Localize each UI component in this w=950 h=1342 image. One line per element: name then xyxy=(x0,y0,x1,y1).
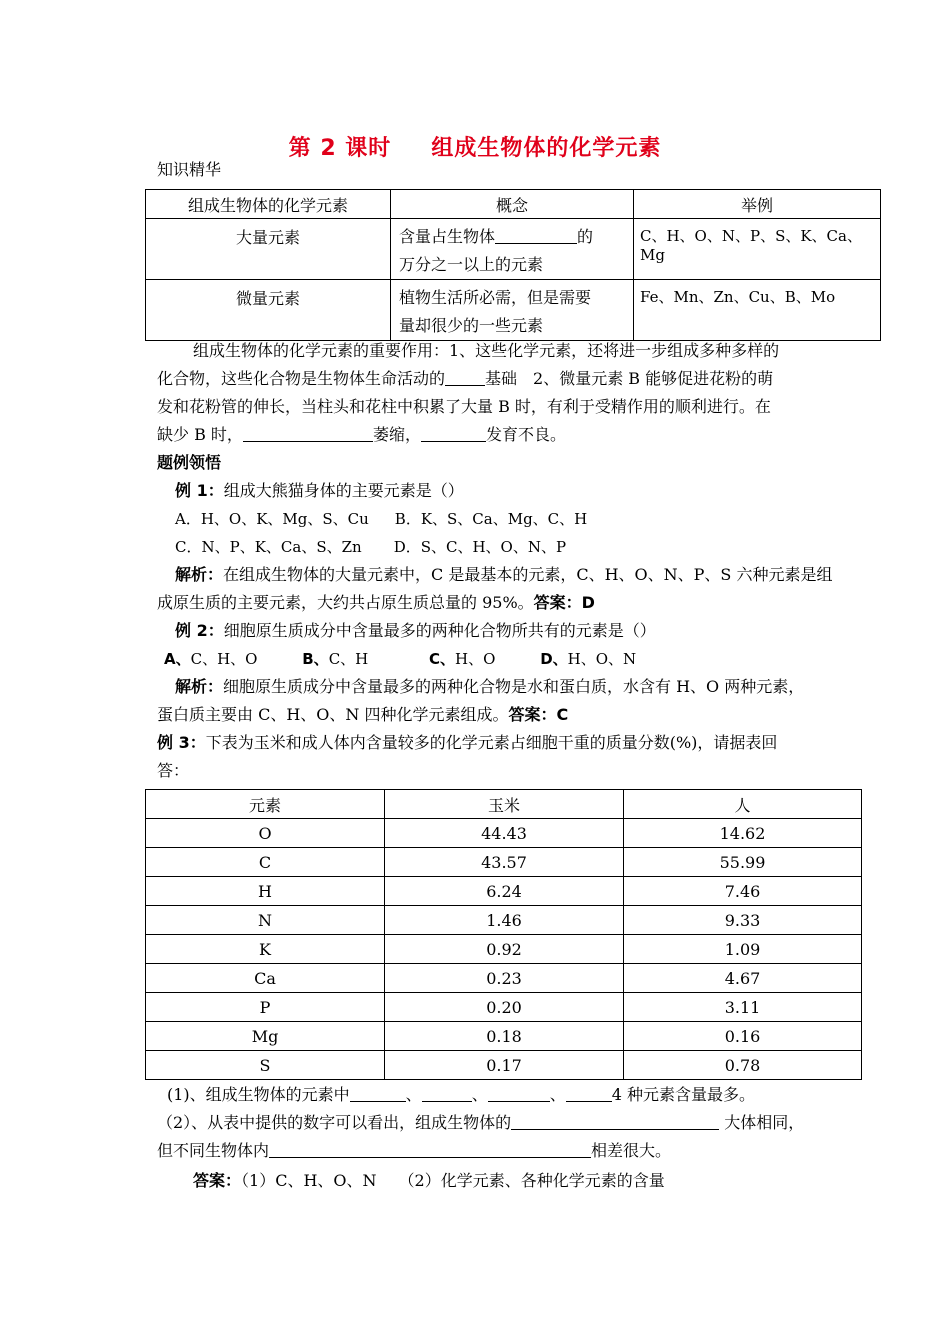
question-1: (1)、组成生物体的元素中 、 、 、 4 种元素含量最多。 xyxy=(167,1085,755,1104)
table-row xyxy=(146,848,862,877)
table-row xyxy=(146,906,862,935)
table-row xyxy=(146,1051,862,1080)
table-cell: C、H、O、N、P、S、K、Ca、Mg xyxy=(634,219,881,280)
example-2-options: A、C、H、O B、C、H C、H、O D、H、O、N xyxy=(164,650,637,668)
table-header-cell: 人 xyxy=(624,790,862,819)
table-cell: 大量元素 xyxy=(146,219,391,280)
example-1-analysis: 解析：在组成生物体的大量元素中，C 是最基本的元素，C、H、O、N、P、S 六种元素是组 xyxy=(175,565,833,584)
fill-blank xyxy=(422,1085,472,1102)
paragraph-line: 化合物，这些化合物是生物体生命活动的 基础 2、微量元素 B 能够促进花粉的萌 xyxy=(157,369,774,388)
table-cell: 0.92 xyxy=(385,935,624,964)
paragraph-line: 发和花粉管的伸长，当柱头和花柱中积累了大量 B 时，有利于受精作用的顺利进行。在 xyxy=(157,397,771,416)
question-2: （2）、从表中提供的数字可以看出，组成生物体的 大体相同， xyxy=(157,1113,805,1132)
table-header-cell: 玉米 xyxy=(385,790,624,819)
table-cell: 6.24 xyxy=(385,877,624,906)
table-cell: C xyxy=(146,848,385,877)
table-header-row xyxy=(146,190,881,219)
table-cell: 0.20 xyxy=(385,993,624,1022)
fill-blank xyxy=(495,227,577,244)
example-3-question: 例 3：下表为玉米和成人体内含量较多的化学元素占细胞干重的质量分数(%)，请据表回 xyxy=(157,733,778,752)
table-header-cell: 概念 xyxy=(391,190,634,219)
table-row xyxy=(146,877,862,906)
table-cell: 55.99 xyxy=(624,848,862,877)
element-content-table xyxy=(145,789,862,1080)
table-cell: 植物生活所必需，但是需要 量却很少的一些元素 xyxy=(391,280,634,341)
example-2-analysis: 解析：细胞原生质成分中含量最多的两种化合物是水和蛋白质，水含有 H、O 两种元素， xyxy=(175,677,805,696)
example-2-analysis-cont: 蛋白质主要由 C、H、O、N 四种化学元素组成。答案：C xyxy=(157,705,569,724)
table-row xyxy=(146,219,881,280)
table-cell: H xyxy=(146,877,385,906)
table-cell: 3.11 xyxy=(624,993,862,1022)
page-title: 第 2 课时 组成生物体的化学元素 xyxy=(288,136,662,161)
paragraph-line: 组成生物体的化学元素的重要作用：1、这些化学元素，还将进一步组成多种多样的 xyxy=(193,341,780,360)
fill-blank xyxy=(488,1085,550,1102)
table-row xyxy=(146,993,862,1022)
table-header-cell: 举例 xyxy=(634,190,881,219)
table-cell: 14.62 xyxy=(624,819,862,848)
table-row xyxy=(146,280,881,341)
fill-blank xyxy=(566,1085,612,1102)
table-cell: S xyxy=(146,1051,385,1080)
table-cell: Ca xyxy=(146,964,385,993)
table-row xyxy=(146,964,862,993)
table-cell: N xyxy=(146,906,385,935)
question-2-cont: 但不同生物体内 相差很大。 xyxy=(157,1141,672,1160)
table-cell: 1.09 xyxy=(624,935,862,964)
example-1-options-ab: A．H、O、K、Mg、S、Cu B．K、S、Ca、Mg、C、H xyxy=(175,510,588,528)
table-cell: 0.78 xyxy=(624,1051,862,1080)
section-knowledge-heading: 知识精华 xyxy=(157,160,222,179)
table-cell: 9.33 xyxy=(624,906,862,935)
table-cell: O xyxy=(146,819,385,848)
table-cell: 4.67 xyxy=(624,964,862,993)
table-cell: 7.46 xyxy=(624,877,862,906)
section-examples-heading: 题例领悟 xyxy=(157,453,222,472)
table-cell: 微量元素 xyxy=(146,280,391,341)
example-1-analysis-cont: 成原生质的主要元素，大约共占原生质总量的 95%。答案：D xyxy=(157,593,595,612)
table-row xyxy=(146,935,862,964)
table-cell: 0.18 xyxy=(385,1022,624,1051)
table-cell: Fe、Mn、Zn、Cu、B、Mo xyxy=(634,280,881,341)
example-3-question-cont: 答： xyxy=(157,761,190,780)
table-header-cell: 元素 xyxy=(146,790,385,819)
example-1-question: 例 1：组成大熊猫身体的主要元素是（） xyxy=(175,481,464,500)
fill-blank xyxy=(243,425,373,442)
fill-blank xyxy=(511,1113,719,1130)
table-row xyxy=(146,819,862,848)
paragraph-line: 缺少 B 时， 萎缩， 发育不良。 xyxy=(157,425,566,444)
table-cell: 0.23 xyxy=(385,964,624,993)
table-cell: P xyxy=(146,993,385,1022)
example-1-options-cd: C．N、P、K、Ca、S、Zn D．S、C、H、O、N、P xyxy=(175,538,567,556)
elements-overview-table xyxy=(145,189,881,341)
table-cell: 43.57 xyxy=(385,848,624,877)
table-cell: 44.43 xyxy=(385,819,624,848)
example-2-question: 例 2：细胞原生质成分中含量最多的两种化合物所共有的元素是（） xyxy=(175,621,656,640)
table-header-cell: 组成生物体的化学元素 xyxy=(146,190,391,219)
table-header-row xyxy=(146,790,862,819)
table-cell: Mg xyxy=(146,1022,385,1051)
table-cell: 1.46 xyxy=(385,906,624,935)
example-3-answer: 答案：（1）C、H、O、N （2）化学元素、各种化学元素的含量 xyxy=(193,1171,665,1190)
table-cell: 0.17 xyxy=(385,1051,624,1080)
fill-blank xyxy=(421,425,486,442)
table-cell: 含量占生物体 的 万分之一以上的元素 xyxy=(391,219,634,280)
fill-blank xyxy=(445,369,485,386)
table-cell: K xyxy=(146,935,385,964)
table-cell: 0.16 xyxy=(624,1022,862,1051)
fill-blank xyxy=(350,1085,406,1102)
table-row xyxy=(146,1022,862,1051)
fill-blank xyxy=(269,1141,591,1158)
